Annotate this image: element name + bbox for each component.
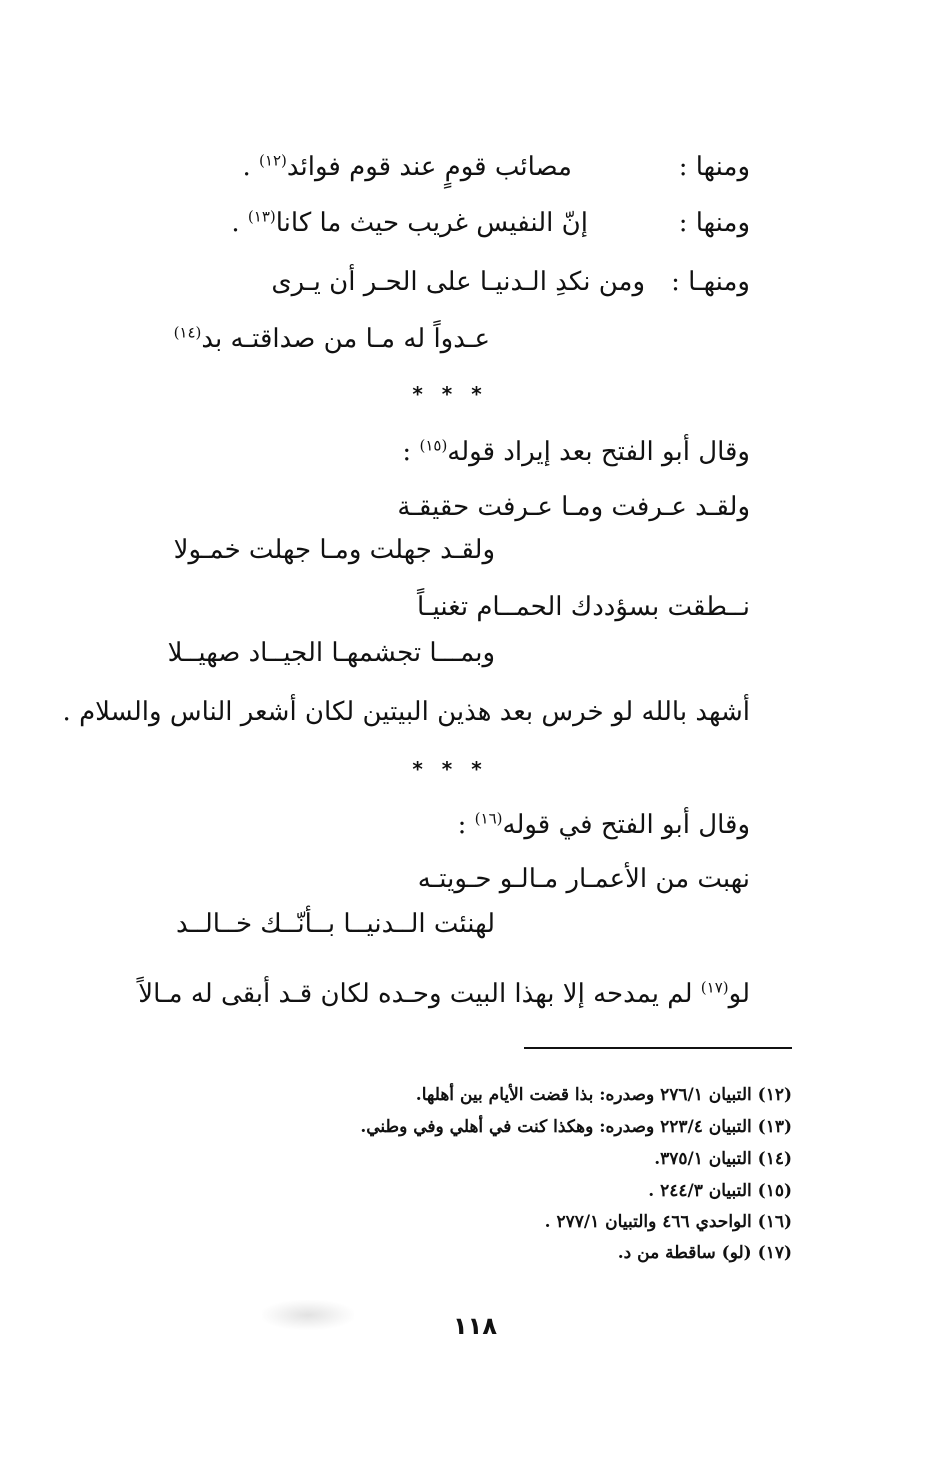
line-11-intro: وقال أبو الفتح في قوله (502, 810, 750, 840)
line-4-text (174, 322, 490, 356)
line-1-label: ومنها : (678, 152, 750, 182)
line-12-text: نهبت من الأعمـار مـالـو حـويتـه (417, 864, 750, 894)
footnote-ref-13[interactable]: (١٣) (247, 207, 276, 226)
line-14-text (138, 977, 750, 1011)
footnote-ref-15[interactable]: (١٥) (419, 436, 448, 455)
section-divider-2: * * * (412, 757, 488, 781)
line-14-lead: لو (728, 979, 750, 1009)
line-10-text: أشهد بالله لو خرس بعد هذين البيتين لكان أشعر الناس والسلام . (62, 697, 750, 727)
footnote-ref-16[interactable]: (١٦) (474, 809, 503, 828)
line-11-text (458, 808, 750, 842)
footnote-17: (١٧) (لو) ساقطة من د. (617, 1243, 792, 1263)
line-6-text: ولقـد عـرفت ومـا عـرفت حقيقـة (397, 492, 750, 522)
line-13-text: لهنئت الــدنيــا بــأنّــك خــالــد (176, 909, 495, 939)
line-7-text: ولقـد جهلت ومـا جهلت خمـولا (173, 535, 495, 565)
line-3-text: ومن نكدِ الـدنيـا على الحـر أن يـرى (271, 267, 645, 297)
line-4-verse: عـدواً له مـا من صداقتـه بد (201, 324, 490, 354)
line-2-label: ومنها : (678, 208, 750, 238)
footnote-16: (١٦) الواحدي ٤٦٦ والتبيان ٢٧٧/١ . (544, 1212, 792, 1232)
line-1-end: . (242, 152, 260, 182)
footnote-15: (١٥) التبيان ٢٤٤/٣ . (648, 1181, 792, 1201)
section-divider-1: * * * (412, 382, 488, 406)
line-14-body: لم يمدحه إلا بهذا البيت وحـده لكان قـد أبقى له مـالاً (138, 979, 701, 1009)
line-8-text: نــطقت بسؤددك الحمــام تغنيـاً (417, 592, 750, 622)
line-5-intro: وقال أبو الفتح بعد إيراد قوله (447, 437, 750, 467)
line-11-end: : (457, 810, 475, 840)
footnote-12: (١٢) التبيان ٢٧٦/١ وصدره: بذا قضت الأيام بين أهلها. (415, 1085, 792, 1105)
footnote-ref-17[interactable]: (١٧) (700, 978, 729, 997)
line-2-end: . (231, 208, 248, 238)
line-5-text (402, 435, 750, 469)
line-5-end: : (402, 437, 420, 467)
line-1-verse: مصائب قومٍ عند قوم فوائد (286, 152, 572, 182)
line-1-text (243, 150, 573, 184)
line-2-verse: إنّ النفيس غريب حيث ما كانا (275, 208, 588, 238)
line-2-text (231, 206, 588, 240)
line-9-text: وبمـــا تجشمهـا الجيــاد صهيــلا (167, 638, 495, 668)
footnote-ref-12[interactable]: (١٢) (259, 151, 287, 170)
footnote-14: (١٤) التبيان ٣٧٥/١. (654, 1149, 792, 1169)
line-3-label: ومنهـا : (671, 267, 750, 297)
footnote-separator (524, 1047, 792, 1049)
page-number: ١١٨ (453, 1312, 497, 1340)
footnote-ref-14[interactable]: (١٤) (173, 323, 202, 342)
scan-smudge (262, 1300, 354, 1330)
footnote-13: (١٣) التبيان ٢٢٣/٤ وصدره: وهكذا كنت في أهلي وفي وطني. (360, 1117, 792, 1137)
